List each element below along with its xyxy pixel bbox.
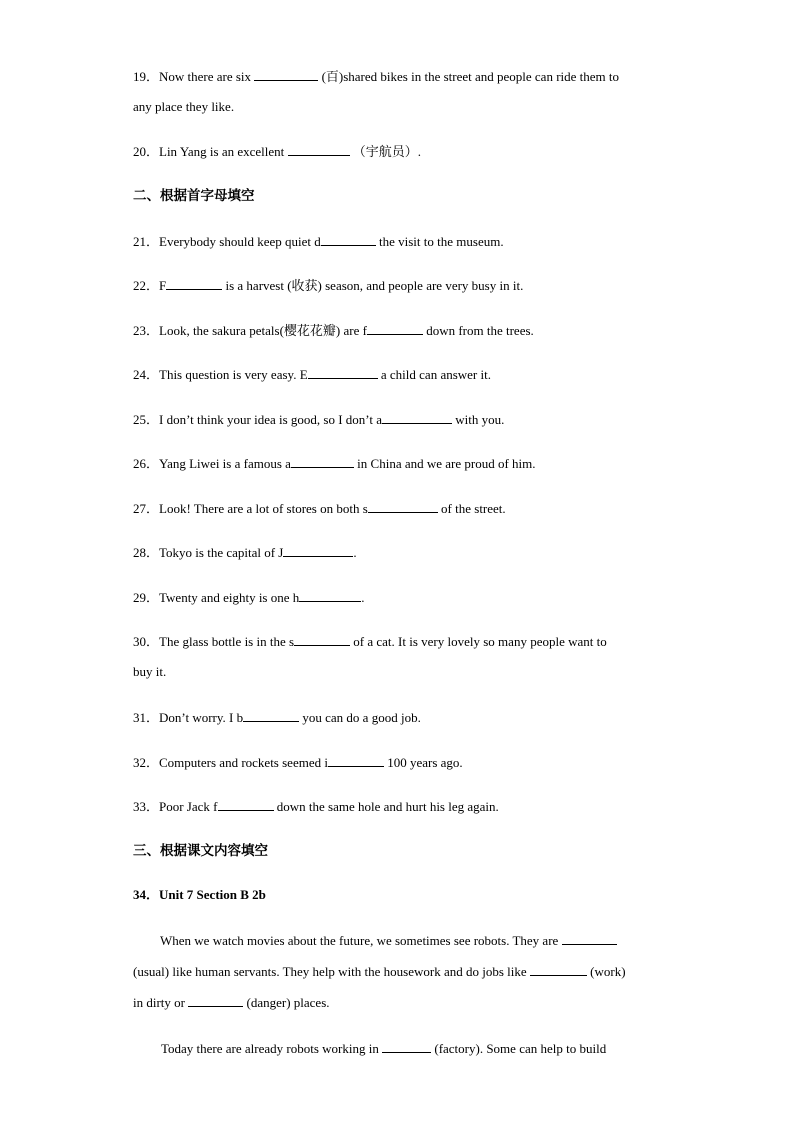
- question-text: down from the trees.: [422, 323, 534, 338]
- answer-blank[interactable]: [283, 543, 353, 557]
- question-text: 29．Twenty and eighty is one h: [133, 590, 300, 605]
- question-25: [133, 410, 504, 429]
- question-text: 31．Don’t worry. I b: [133, 710, 244, 725]
- question-text: 22．F: [133, 278, 167, 293]
- answer-blank[interactable]: [530, 962, 587, 976]
- question-21: [133, 232, 504, 251]
- question-26: [133, 454, 536, 473]
- question-text: 28．Tokyo is the capital of J: [133, 545, 284, 560]
- passage-text: (usual) like human servants. They help with the housework and do jobs like: [133, 964, 530, 979]
- passage-line: [161, 1039, 606, 1058]
- question-text: 33．Poor Jack f: [133, 799, 218, 814]
- question-text: 26．Yang Liwei is a famous a: [133, 456, 291, 471]
- question-text: （宇航员）.: [349, 144, 422, 159]
- section-heading: 二、根据首字母填空: [133, 188, 255, 204]
- passage-text: (work): [586, 964, 626, 979]
- section-heading: 三、根据课文内容填空: [133, 843, 268, 859]
- question-text: 24．This question is very easy. E: [133, 367, 308, 382]
- passage-line: [133, 993, 330, 1012]
- answer-blank[interactable]: [254, 67, 318, 81]
- question-text: the visit to the museum.: [375, 234, 504, 249]
- passage-text: in dirty or: [133, 995, 189, 1010]
- answer-blank[interactable]: [299, 588, 361, 602]
- question-text: 30．The glass bottle is in the s: [133, 634, 295, 649]
- question-text: .: [361, 590, 365, 605]
- answer-blank[interactable]: [328, 753, 384, 767]
- question-20: [133, 142, 421, 161]
- answer-blank[interactable]: [562, 931, 617, 945]
- question-text: down the same hole and hurt his leg again.: [273, 799, 499, 814]
- question-text: 20．Lin Yang is an excellent: [133, 144, 288, 159]
- answer-blank[interactable]: [382, 410, 452, 424]
- question-29: [133, 588, 365, 607]
- question-22: [133, 276, 523, 295]
- passage-line: [160, 931, 617, 950]
- question-text: of a cat. It is very lovely so many people want to: [350, 634, 607, 649]
- question-text: any place they like.: [133, 99, 235, 114]
- question-text: 100 years ago.: [383, 755, 463, 770]
- question-text: 21．Everybody should keep quiet d: [133, 234, 321, 249]
- question-text: 32．Computers and rockets seemed i: [133, 755, 328, 770]
- question-text: 27．Look! There are a lot of stores on both s: [133, 501, 368, 516]
- question-text: 23．Look, the sakura petals(樱花花瓣) are f: [133, 323, 367, 338]
- question-text: you can do a good job.: [299, 710, 421, 725]
- answer-blank[interactable]: [368, 499, 438, 513]
- answer-blank[interactable]: [367, 321, 423, 335]
- question-33: [133, 797, 499, 816]
- answer-blank[interactable]: [243, 708, 299, 722]
- answer-blank[interactable]: [294, 632, 350, 646]
- passage-text: Today there are already robots working in: [161, 1041, 383, 1056]
- passage-text: When we watch movies about the future, we sometimes see robots. They are: [160, 933, 562, 948]
- passage-line: [133, 962, 626, 981]
- answer-blank[interactable]: [288, 142, 350, 156]
- question-31: [133, 708, 421, 727]
- passage-text: (factory). Some can help to build: [431, 1041, 607, 1056]
- answer-blank[interactable]: [308, 365, 378, 379]
- answer-blank[interactable]: [291, 454, 354, 468]
- question-text: a child can answer it.: [377, 367, 491, 382]
- question-30-continued: [133, 663, 166, 681]
- question-text: with you.: [452, 412, 505, 427]
- question-24: [133, 365, 491, 384]
- question-text: .: [353, 545, 357, 560]
- question-text: buy it.: [133, 664, 167, 679]
- question-32: [133, 753, 463, 772]
- question-27: [133, 499, 506, 518]
- question-text: (百)shared bikes in the street and people can ride them to: [318, 69, 620, 84]
- question-text: is a harvest (收获) season, and people are very busy in it.: [222, 278, 524, 293]
- answer-blank[interactable]: [218, 797, 274, 811]
- passage-text: (danger) places.: [243, 995, 330, 1010]
- question-19-continued: [133, 98, 234, 116]
- question-34-title: 34．Unit 7 Section B 2b: [133, 887, 266, 902]
- question-28: [133, 543, 357, 562]
- question-30: [133, 632, 607, 651]
- answer-blank[interactable]: [188, 993, 243, 1007]
- question-text: 19．Now there are six: [133, 69, 255, 84]
- question-text: 25．I don’t think your idea is good, so I don’t a: [133, 412, 383, 427]
- question-text: of the street.: [437, 501, 506, 516]
- answer-blank[interactable]: [321, 232, 376, 246]
- question-19: [133, 67, 619, 86]
- question-text: in China and we are proud of him.: [353, 456, 536, 471]
- answer-blank[interactable]: [166, 276, 222, 290]
- question-23: [133, 321, 534, 340]
- answer-blank[interactable]: [382, 1039, 431, 1053]
